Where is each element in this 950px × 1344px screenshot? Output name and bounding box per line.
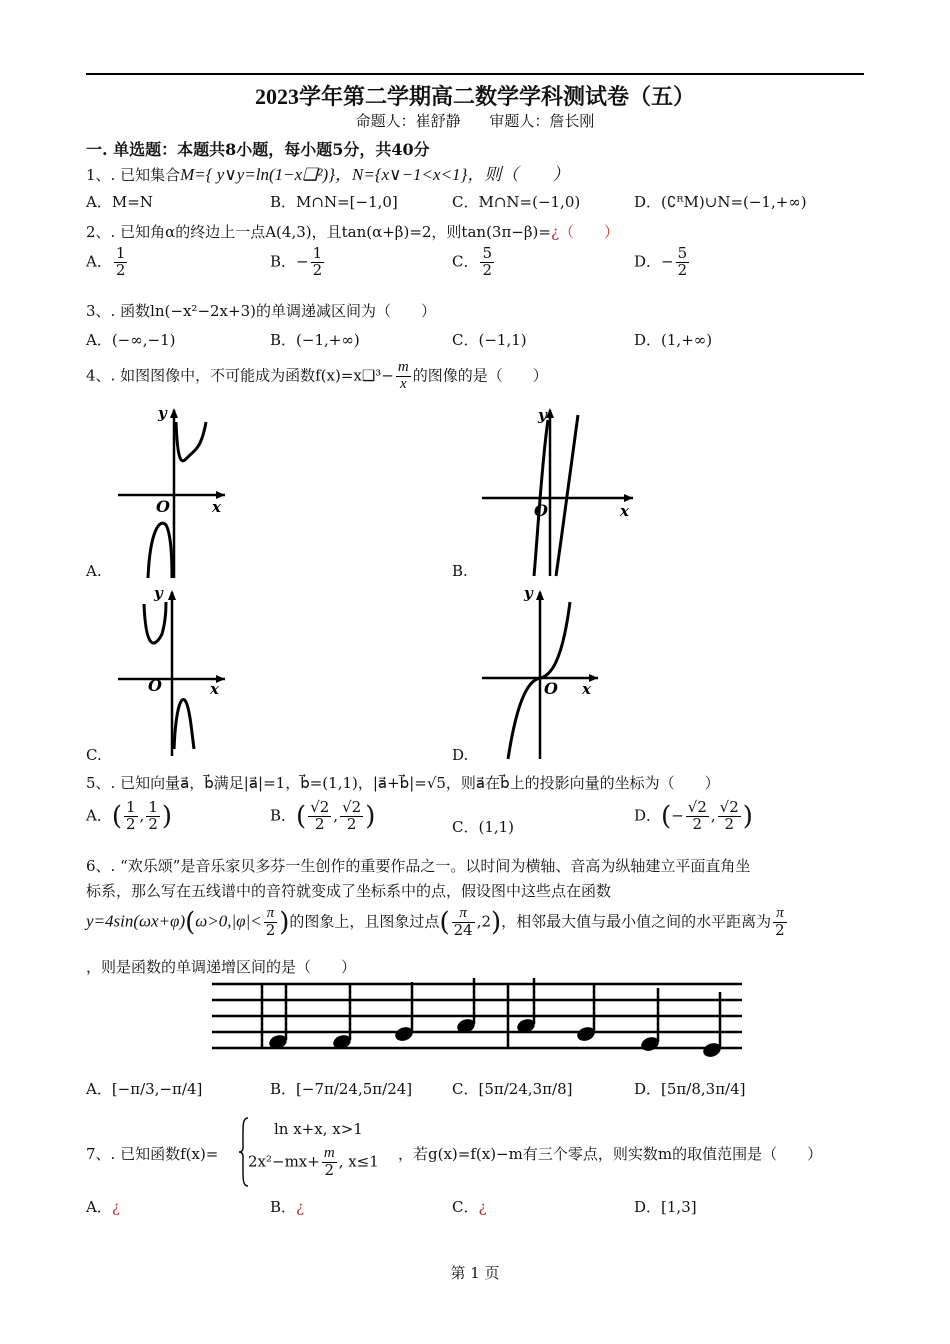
graph-b xyxy=(478,400,638,580)
graph-a-x-label: x xyxy=(212,498,221,516)
graph-c-origin: O xyxy=(148,676,162,695)
question-5: 5、. 已知向量a⃗，b⃗满足|a⃗|=1，b⃗=(1,1)，|a⃗+b⃗|=√5，则a⃗在b⃗上的投影向量的坐标为（ ） xyxy=(86,774,720,792)
question-1: 1、. 已知集合M={ y∨y=ln(1−x❑²)}，N={x∨−1<x<1}，则（ ） xyxy=(86,165,570,184)
q5-option-a: A．( $\frac{1}{2}$ , $\frac{1}{2}$ ) xyxy=(86,798,173,833)
q4-option-a: A. xyxy=(86,562,102,580)
question-2: 2、. 已知角α的终边上一点A(4,3)，且tan(α+β)=2，则tan(3π−β)=¿（ ） xyxy=(86,223,620,241)
graph-c-x-label: x xyxy=(210,680,219,698)
q6-option-d: D．[5π/8,3π/4] xyxy=(634,1080,746,1098)
q5-option-d: D．(− $\frac{√2}{2}$ , $\frac{√2}{2}$ ) xyxy=(634,798,753,833)
q3-option-d: D．(1,+∞) xyxy=(634,331,713,349)
graph-a-y-label: y xyxy=(158,404,167,422)
reviewer: 审题人：詹长刚 xyxy=(489,112,595,130)
graph-c xyxy=(110,584,230,759)
q7-option-c: C．¿ xyxy=(452,1198,487,1216)
graph-d-origin: O xyxy=(544,679,558,698)
graph-b-origin: O xyxy=(534,501,548,520)
q7-option-d: D．[1,3] xyxy=(634,1198,697,1216)
q1-option-b: B．M∩N=[−1,0] xyxy=(270,193,398,211)
q3-option-c: C．(−1,1) xyxy=(452,331,527,349)
proposer: 命题人：崔舒静 xyxy=(355,112,461,130)
graph-b-x-label: x xyxy=(620,502,629,520)
piecewise-case-2: 2x²−mx+ $\frac{m}{2}$ , x≤1 xyxy=(248,1145,379,1179)
section-heading: 一. 单选题：本题共8小题，每小题5分，共40分 xyxy=(86,140,430,159)
q4-option-c: C. xyxy=(86,746,102,764)
graph-d-x-label: x xyxy=(582,680,591,698)
q2-option-d: D．− $\frac{5}{2}$ xyxy=(634,244,688,279)
top-rule xyxy=(86,73,864,75)
question-6-line2: 标系，那么写在五线谱中的音符就变成了坐标系中的点，假设图中这些点在函数 xyxy=(86,882,612,900)
graph-c-y-label: y xyxy=(154,584,163,602)
question-7-tail: ，若g(x)=f(x)−m有三个零点，则实数m的取值范围是（ ） xyxy=(398,1145,823,1163)
question-7: 7、. 已知函数f(x)= xyxy=(86,1145,219,1163)
piecewise-case-1: ln x+x, x>1 xyxy=(274,1120,363,1138)
authors xyxy=(0,110,950,131)
q6-option-b: B．[−7π/24,5π/24] xyxy=(270,1080,413,1098)
q1-option-d: D．(∁ᴿM)∪N=(−1,+∞) xyxy=(634,193,807,211)
q5-option-c: C．(1,1) xyxy=(452,818,515,836)
q2-option-a: A． $\frac{1}{2}$ xyxy=(86,244,126,279)
q7-option-b: B．¿ xyxy=(270,1198,305,1216)
question-6-line1: 6、. “欢乐颂”是音乐家贝多芬一生创作的重要作品之一。以时间为横轴、音高为纵轴建立平面直角坐 xyxy=(86,857,751,875)
q4-option-b: B. xyxy=(452,562,468,580)
music-staff xyxy=(212,978,742,1060)
graph-d-y-label: y xyxy=(524,584,533,602)
question-3: 3、. 函数ln(−x²−2x+3)的单调递减区间为（ ） xyxy=(86,302,436,320)
q4-option-d: D. xyxy=(452,746,469,764)
q2-option-c: C． $\frac{5}{2}$ xyxy=(452,244,493,279)
question-6-line3: y=4sin(ωx+φ)(ω>0,|φ|< $\frac{\pi}{2}$ )的图象上，且图象过点( $\frac{\pi}{24}$ ,2)，相邻最大值与最小值之间的水平距离为 $\frac{\pi}{2}$ xyxy=(86,905,785,939)
q1-option-c: C．M∩N=(−1,0) xyxy=(452,193,581,211)
graph-a-origin: O xyxy=(156,497,170,516)
q2-option-b: B．− $\frac{1}{2}$ xyxy=(270,244,323,279)
q6-option-c: C．[5π/24,3π/8] xyxy=(452,1080,573,1098)
question-6-line4: ，则是函数的单调递增区间的是（ ） xyxy=(86,958,357,976)
graph-d xyxy=(478,584,638,762)
q5-option-b: B．( $\frac{√2}{2}$ , $\frac{√2}{2}$ ) xyxy=(270,798,376,833)
q7-option-a: A．¿ xyxy=(86,1198,120,1216)
q6-option-a: A．[−π/3,−π/4] xyxy=(86,1080,203,1098)
page-title: 2023学年第二学期高二数学学科测试卷（五） xyxy=(254,84,695,109)
graph-a xyxy=(110,400,230,580)
page-number: 第 1 页 xyxy=(450,1264,500,1282)
q3-option-a: A．(−∞,−1) xyxy=(86,331,176,349)
q1-option-a: A．M=N xyxy=(86,193,153,211)
graph-b-y-label: y xyxy=(538,406,547,424)
q3-option-b: B．(−1,+∞) xyxy=(270,331,360,349)
question-4: 4、. 如图图像中，不可能成为函数f(x)=x❑³− $\frac{m}{x}$ 的图像的是（ ） xyxy=(86,359,548,392)
